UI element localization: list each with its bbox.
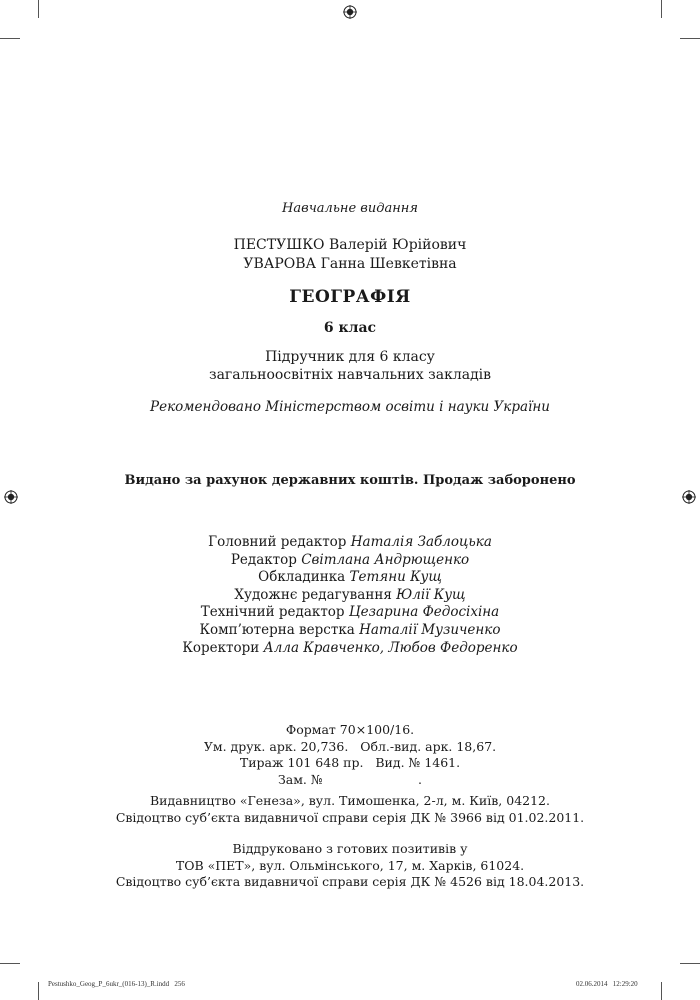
authors-block [0, 236, 700, 274]
credit-role: Художнє редагування [234, 586, 397, 603]
publisher-line: Видавництво «Генеза», вул. Тимошенка, 2-л, м. Київ, 04212. [150, 793, 550, 808]
credit-line [0, 604, 700, 622]
recommendation: Рекомендовано Міністерством освіти і науки України [150, 399, 550, 415]
book-grade: 6 клас [323, 320, 377, 336]
credit-role: Коректори [182, 639, 264, 656]
credit-person: Юлії Кущ [396, 586, 466, 603]
crop-mark [680, 963, 700, 964]
description-line: загальноосвітніх навчальних закладів [208, 367, 492, 383]
publisher-block [0, 793, 700, 826]
credit-person: Цезарина Федосіхіна [348, 604, 500, 621]
description-line: Підручник для 6 класу [265, 349, 435, 365]
format-line: Зам. № . [277, 771, 423, 787]
printer-line: Свідоцтво суб’єкта видавничої справи серія ДК № 4526 від 18.04.2013. [115, 874, 585, 889]
format-line: Ум. друк. арк. 20,736. Обл.-вид. арк. 18,67. [203, 738, 497, 754]
crop-mark [38, 982, 39, 1000]
edition-type: Навчальне видання [282, 201, 418, 216]
credit-line [0, 552, 700, 570]
credit-person: Наталія Заблоцька [350, 534, 492, 550]
author-name: УВАРОВА Ганна Шевкетівна [243, 256, 457, 272]
registration-mark-icon [682, 490, 696, 504]
credit-role: Обкладинка [258, 569, 350, 586]
registration-mark-icon [343, 5, 357, 19]
credit-line [0, 569, 700, 587]
crop-mark [661, 982, 662, 1000]
slug-timestamp: 02.06.2014 12:29:20 [576, 980, 638, 988]
crop-mark [38, 0, 39, 18]
credit-person: Наталії Музиченко [359, 621, 501, 638]
credit-line [0, 534, 700, 552]
credit-role: Редактор [230, 551, 302, 568]
author-name: ПЕСТУШКО Валерій Юрійович [233, 237, 467, 253]
credit-role: Комп’ютерна верстка [199, 621, 360, 638]
book-description [0, 348, 700, 384]
crop-mark [661, 0, 662, 18]
printer-block [0, 841, 700, 891]
format-line: Тираж 101 648 пр. Вид. № 1461. [239, 755, 461, 770]
publisher-line: Свідоцтво суб’єкта видавничої справи серія ДК № 3966 від 01.02.2011. [115, 809, 585, 825]
credit-role: Технічний редактор [200, 604, 349, 621]
credit-line [0, 622, 700, 640]
credit-line [0, 640, 700, 658]
book-title: ГЕОГРАФІЯ [289, 287, 411, 307]
crop-mark [0, 38, 20, 39]
credit-role: Головний редактор [208, 534, 351, 550]
slug-file-name: Pestushko_Geog_P_6ukr_(016-13)_R.indd 256 [48, 980, 185, 988]
credit-line [0, 587, 700, 605]
credit-person: Світлана Андрющенко [301, 551, 470, 568]
crop-mark [680, 38, 700, 39]
registration-mark-icon [4, 490, 18, 504]
credit-person: Алла Кравченко, Любов Федоренко [263, 639, 518, 656]
state-funding-note: Видано за рахунок державних коштів. Продаж заборонено [124, 473, 576, 488]
crop-mark [0, 963, 20, 964]
printer-line: Віддруковано з готових позитивів у [232, 841, 468, 856]
credit-person: Тетяни Кущ [349, 569, 442, 586]
credits-list [0, 534, 700, 657]
format-line: Формат 70×100/16. [285, 722, 415, 737]
print-format-block [0, 722, 700, 788]
printer-line: ТОВ «ПЕТ», вул. Ольмінського, 17, м. Харків, 61024. [175, 857, 525, 873]
